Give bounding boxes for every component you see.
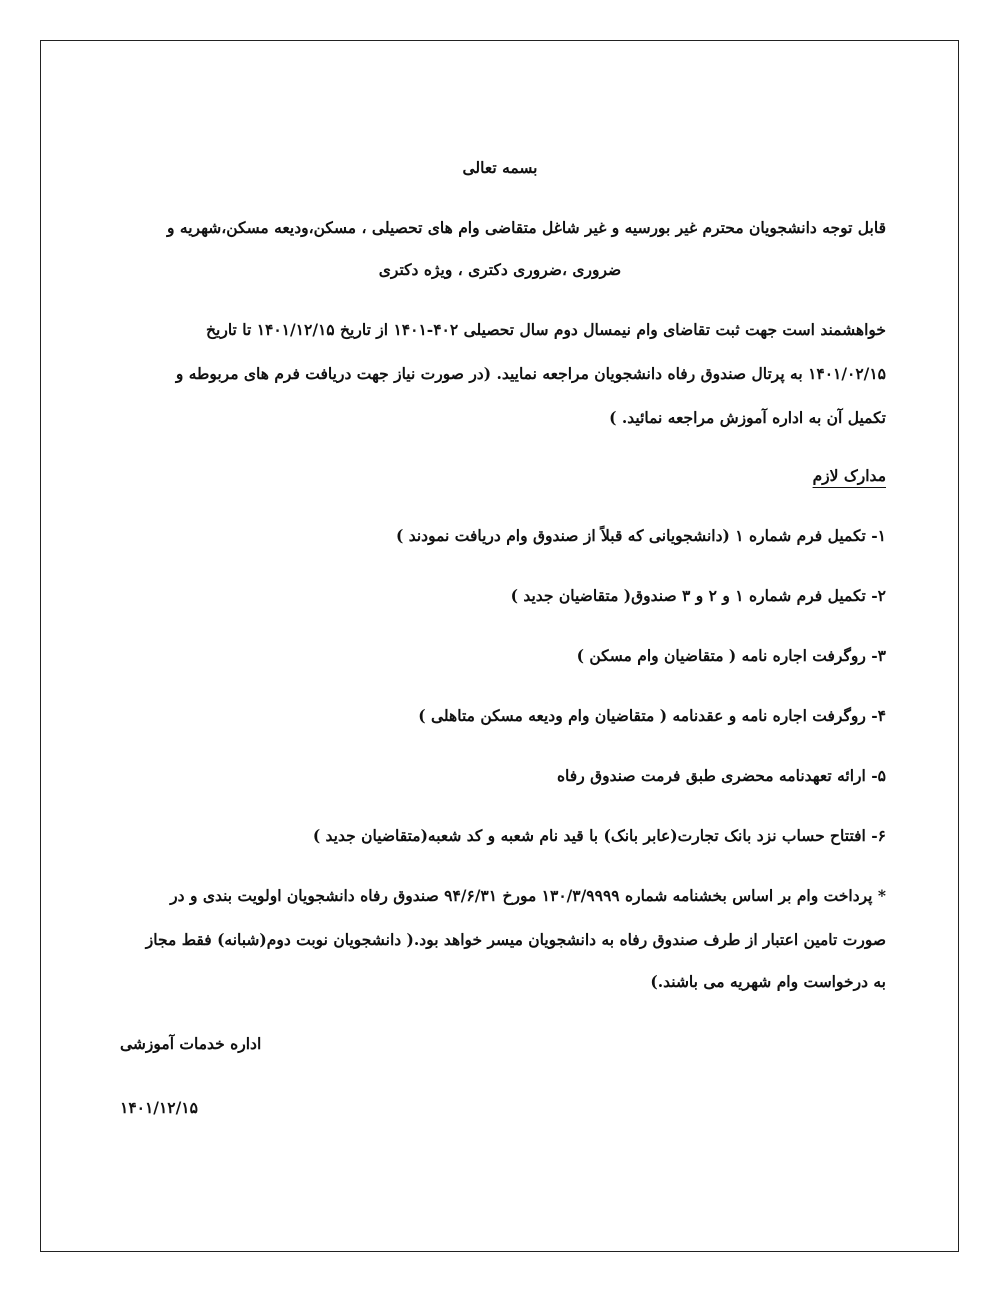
intro-line-2: ۱۴۰۱/۰۲/۱۵ به پرتال صندوق رفاه دانشجویان مراجعه نمایید. (در صورت نیاز جهت دریافت فرم های مربوطه و	[175, 364, 886, 383]
document-item: ۶- افتتاح حساب نزد بانک تجارت(عابر بانک) با قید نام شعبه و کد شعبه(متقاضیان جدید )	[312, 826, 886, 845]
note-line-2: صورت تامین اعتبار از طرف صندوق رفاه به دانشجویان میسر خواهد بود.( دانشجویان نوبت دوم(شبانه) فقط مجاز	[145, 930, 886, 949]
signature-office: اداره خدمات آموزشی	[120, 1034, 262, 1053]
document-item: ۲- تکمیل فرم شماره ۱ و ۲ و ۳ صندوق( متقاضیان جدید )	[510, 586, 886, 605]
document-item: ۳- روگرفت اجاره نامه ( متقاضیان وام مسکن )	[576, 646, 886, 665]
intro-line-1: خواهشمند است جهت ثبت تقاضای وام نیمسال دوم سال تحصیلی ۴۰۲-۱۴۰۱ از تاریخ ۱۴۰۱/۱۲/۱۵ تا تاریخ	[206, 320, 886, 339]
document-item: ۴- روگرفت اجاره نامه و عقدنامه ( متقاضیان وام ودیعه مسکن متاهلی )	[418, 706, 886, 725]
document-item: ۱- تکمیل فرم شماره ۱ (دانشجویانی که قبلاً از صندوق وام دریافت نمودند )	[395, 526, 886, 545]
recipients-line-1: قابل توجه دانشجویان محترم غیر بورسیه و غیر شاغل متقاضی وام های تحصیلی ، مسکن،ودیعه مسکن،شهریه و	[167, 218, 886, 237]
note-line-1: * پرداخت وام بر اساس بخشنامه شماره ۱۳۰/۳/۹۹۹۹ مورخ ۹۴/۶/۳۱ صندوق رفاه دانشجویان اولویت بندی و در	[170, 886, 886, 905]
document-item: ۵- ارائه تعهدنامه محضری طبق فرمت صندوق رفاه	[556, 766, 886, 785]
intro-line-3: تکمیل آن به اداره آموزش مراجعه نمائید. )	[609, 408, 886, 427]
note-line-3: به درخواست وام شهریه می باشند.)	[650, 972, 886, 991]
bismillah-heading: بسمه تعالی	[462, 158, 538, 177]
recipients-line-2: ضروری ،ضروری دکتری ، ویژه دکتری	[378, 260, 622, 279]
signature-date: ۱۴۰۱/۱۲/۱۵	[120, 1098, 198, 1117]
documents-heading: مدارک لازم	[812, 466, 886, 485]
